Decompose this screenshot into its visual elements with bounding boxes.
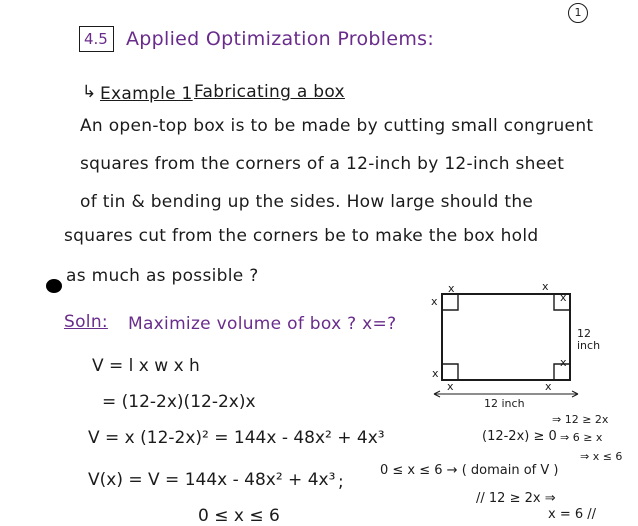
corner-label-bottom-right-b: x — [560, 356, 567, 369]
corner-label-top-right-b: x — [560, 291, 567, 304]
corner-label-bottom-left-a: x — [432, 367, 439, 380]
step-domain: 0 ≤ x ≤ 6 — [198, 506, 280, 526]
domain-note-1-result: ⇒ 12 ≥ 2x — [552, 413, 609, 426]
problem-line-3: of tin & bending up the sides. How large should the — [80, 192, 534, 212]
step-function: V(x) = V = 144x - 48x² + 4x³ — [88, 470, 336, 490]
domain-note-2: 0 ≤ x ≤ 6 → ( domain of V ) — [380, 463, 559, 478]
domain-note-1-result-2: ⇒ 6 ≥ x — [560, 431, 603, 444]
problem-line-2: squares from the corners of a 12-inch by 12-inch sheet — [80, 154, 565, 174]
corner-label-top-left-b: x — [431, 295, 438, 308]
solution-goal: Maximize volume of box ? x=? — [128, 314, 397, 334]
domain-note-1: (12-2x) ≥ 0 — [482, 429, 557, 444]
corner-label-top-right-a: x — [542, 280, 549, 293]
solution-label: Soln: — [64, 312, 108, 332]
corner-label-top-left-a: x — [448, 282, 455, 295]
side-dimension-label: 12 inch — [577, 327, 601, 353]
example-label: Example 1 — [100, 84, 193, 104]
step-separator: ; — [338, 472, 344, 492]
bullet-dot — [46, 279, 62, 293]
corner-label-bottom-right-a: x — [545, 380, 552, 393]
problem-line-5: as much as possible ? — [66, 266, 259, 286]
section-number: 4.5 — [84, 30, 108, 48]
corner-square-top-left — [442, 294, 458, 310]
bottom-dimension-label: 12 inch — [484, 397, 525, 410]
example-arrow: ↳ — [82, 82, 97, 102]
corner-square-bottom-left — [442, 364, 458, 380]
step-volume-formula: V = l x w x h — [92, 356, 200, 376]
step-substitution: = (12-2x)(12-2x)x — [102, 392, 256, 412]
example-title: Fabricating a box — [194, 82, 345, 102]
problem-line-1: An open-top box is to be made by cutting small congruent — [80, 116, 594, 136]
domain-note-3: // 12 ≥ 2x ⇒ — [476, 491, 556, 506]
problem-line-4: squares cut from the corners be to make the box hold — [64, 226, 539, 246]
step-expanded: V = x (12-2x)² = 144x - 48x² + 4x³ — [88, 428, 385, 448]
domain-note-2-result: ⇒ x ≤ 6 — [580, 450, 623, 463]
domain-note-4: x = 6 // — [548, 507, 597, 522]
corner-label-bottom-left-b: x — [447, 380, 454, 393]
section-title: Applied Optimization Problems: — [126, 28, 435, 50]
sheet-outline — [442, 291, 570, 380]
page-number: 1 — [568, 3, 588, 23]
